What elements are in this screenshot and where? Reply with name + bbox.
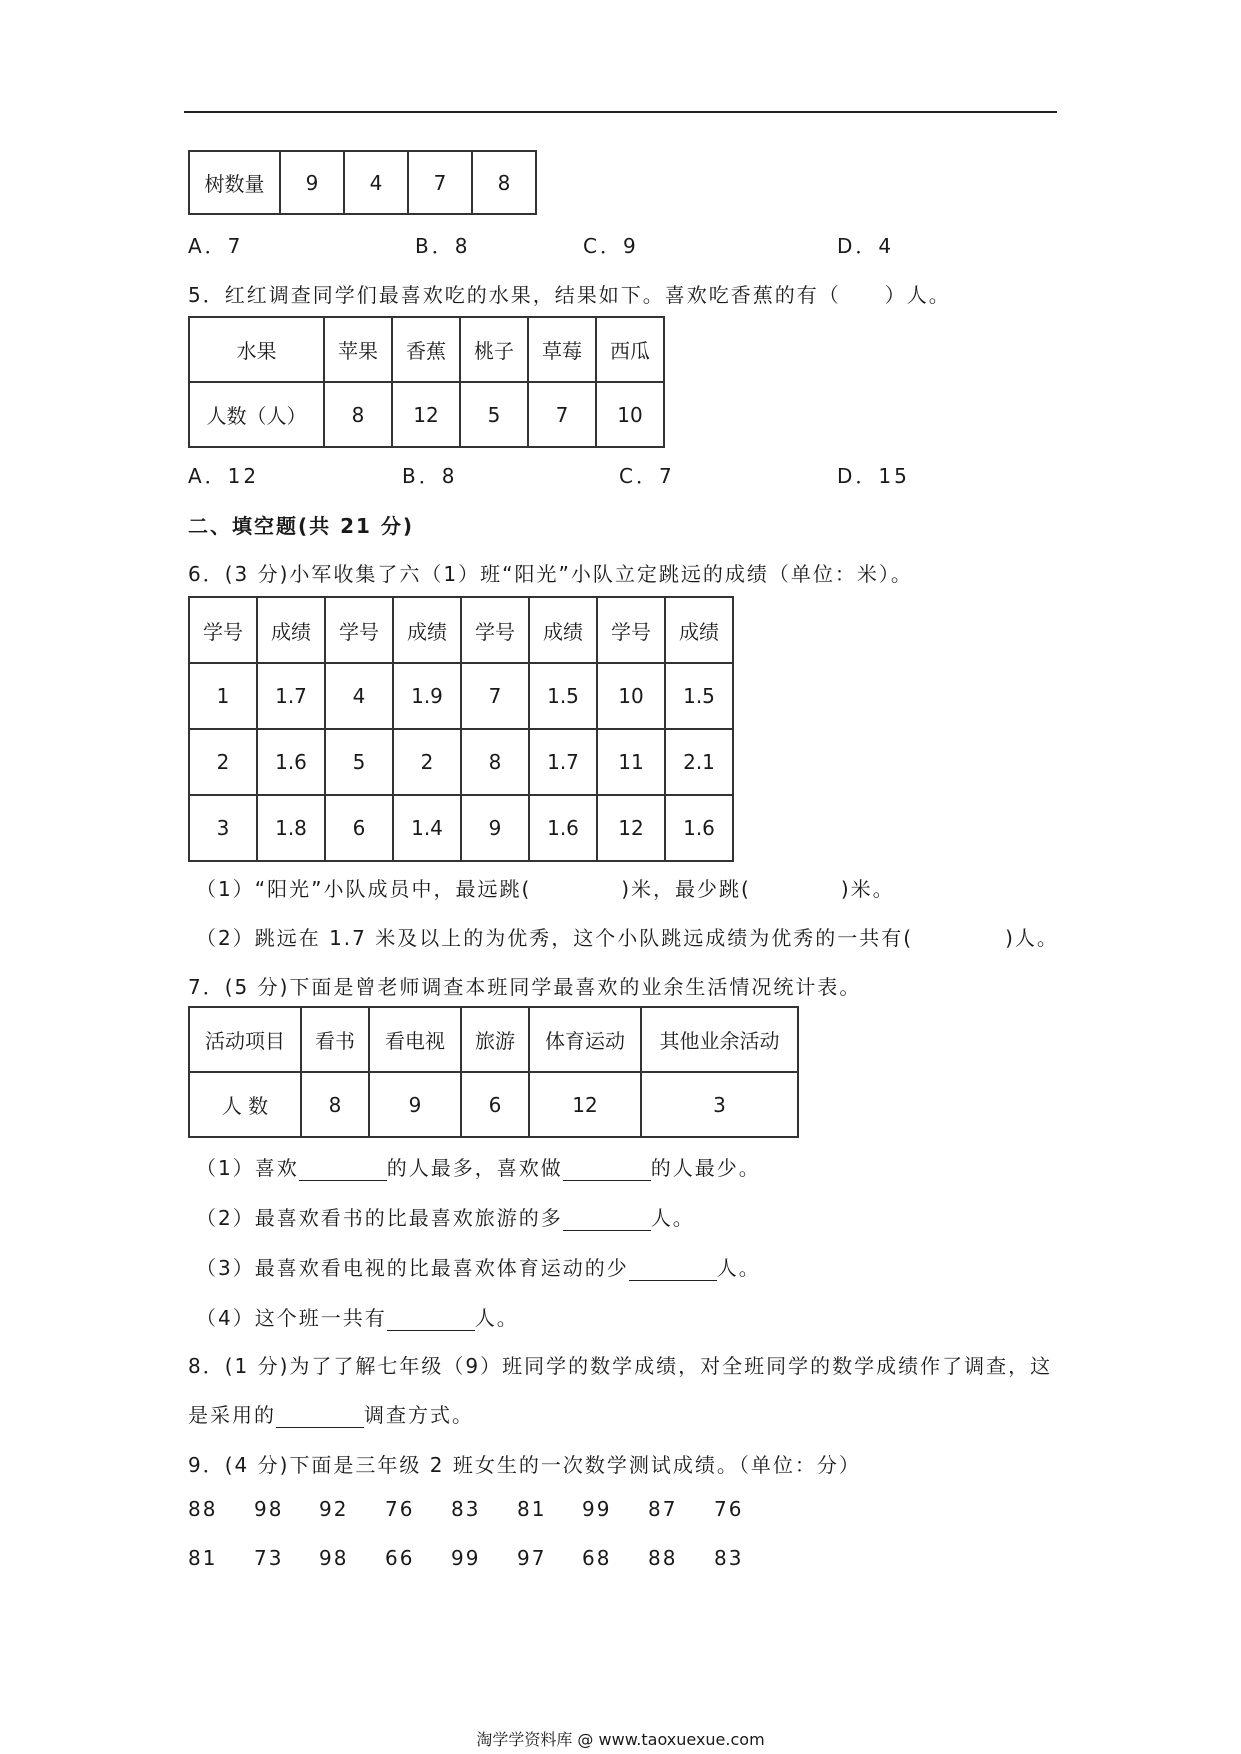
table-cell: 1.7 bbox=[257, 663, 325, 729]
table-cell: 1.7 bbox=[529, 729, 597, 795]
answer-blank[interactable] bbox=[563, 1158, 651, 1181]
option-d[interactable]: D．15 bbox=[837, 464, 910, 488]
header-rule bbox=[184, 111, 1057, 113]
table-cell: 看电视 bbox=[369, 1007, 461, 1072]
table-cell: 9 bbox=[461, 795, 529, 861]
score-value: 83 bbox=[714, 1546, 744, 1570]
q7-sub3-text-a: （3）最喜欢看电视的比最喜欢体育运动的少 bbox=[196, 1256, 629, 1280]
q8-line2-text-b: 调查方式。 bbox=[364, 1403, 474, 1427]
table-cell: 1.5 bbox=[529, 663, 597, 729]
table-cell: 7 bbox=[408, 151, 472, 214]
table-cell: 看书 bbox=[301, 1007, 369, 1072]
q6-sub2-text-b: )人。 bbox=[1005, 926, 1059, 950]
table-cell: 8 bbox=[472, 151, 536, 214]
table-cell: 体育运动 bbox=[529, 1007, 641, 1072]
q7-sub2 bbox=[196, 1202, 695, 1231]
table-cell: 8 bbox=[324, 382, 392, 447]
q6-sub2-text-a: （2）跳远在 1.7 米及以上的为优秀，这个小队跳远成绩为优秀的一共有( bbox=[196, 926, 914, 950]
score-value: 73 bbox=[254, 1546, 284, 1570]
table-cell: 其他业余活动 bbox=[641, 1007, 798, 1072]
table-cell: 人数（人） bbox=[189, 382, 324, 447]
q7-sub4-text-a: （4）这个班一共有 bbox=[196, 1306, 387, 1330]
q7-sub4 bbox=[196, 1302, 519, 1331]
q6-table bbox=[188, 596, 734, 862]
q8-line1: 8．(1 分)为了了解七年级（9）班同学的数学成绩，对全班同学的数学成绩作了调查，这 bbox=[188, 1354, 1053, 1378]
table-cell: 5 bbox=[325, 729, 393, 795]
table-cell: 7 bbox=[461, 663, 529, 729]
answer-blank[interactable] bbox=[276, 1405, 364, 1428]
table-cell: 成绩 bbox=[665, 597, 733, 663]
table-cell: 人 数 bbox=[189, 1072, 301, 1137]
q6-sub1-text-c: )米。 bbox=[840, 877, 895, 901]
answer-blank[interactable] bbox=[299, 1158, 387, 1181]
table-cell: 草莓 bbox=[528, 317, 596, 382]
answer-blank[interactable] bbox=[387, 1308, 475, 1331]
option-a[interactable]: A．7 bbox=[188, 234, 244, 258]
score-value: 99 bbox=[451, 1546, 481, 1570]
q7-sub4-text-b: 人。 bbox=[474, 1306, 519, 1330]
q8-line2 bbox=[188, 1399, 474, 1428]
q6-sub1-text-a: （1）“阳光”小队成员中，最远跳( bbox=[196, 877, 532, 901]
table-cell: 苹果 bbox=[324, 317, 392, 382]
score-value: 88 bbox=[648, 1546, 678, 1570]
option-c[interactable]: C．9 bbox=[583, 234, 639, 258]
option-b[interactable]: B．8 bbox=[402, 464, 458, 488]
option-c[interactable]: C．7 bbox=[619, 464, 675, 488]
score-value: 76 bbox=[385, 1497, 415, 1521]
table-cell: 7 bbox=[528, 382, 596, 447]
table-cell: 水果 bbox=[189, 317, 324, 382]
table-cell: 10 bbox=[597, 663, 665, 729]
table-cell: 3 bbox=[189, 795, 257, 861]
answer-blank[interactable] bbox=[563, 1208, 651, 1231]
score-value: 92 bbox=[319, 1497, 349, 1521]
table-cell: 1.8 bbox=[257, 795, 325, 861]
table-cell: 1.9 bbox=[393, 663, 461, 729]
table-cell: 学号 bbox=[325, 597, 393, 663]
score-value: 66 bbox=[385, 1546, 415, 1570]
q9-text: 9．(4 分)下面是三年级 2 班女生的一次数学测试成绩。（单位：分） bbox=[188, 1453, 861, 1477]
table-cell: 1 bbox=[189, 663, 257, 729]
option-a[interactable]: A．12 bbox=[188, 464, 260, 488]
table-cell: 2 bbox=[393, 729, 461, 795]
q6-sub2 bbox=[196, 922, 1059, 951]
table-cell: 12 bbox=[392, 382, 460, 447]
table-cell: 1.6 bbox=[257, 729, 325, 795]
table-cell: 成绩 bbox=[257, 597, 325, 663]
q7-sub3 bbox=[196, 1252, 761, 1281]
table-cell: 2.1 bbox=[665, 729, 733, 795]
option-d[interactable]: D．4 bbox=[837, 234, 895, 258]
table-cell: 学号 bbox=[189, 597, 257, 663]
table-cell: 2 bbox=[189, 729, 257, 795]
table-cell: 1.6 bbox=[529, 795, 597, 861]
table-cell: 1.6 bbox=[665, 795, 733, 861]
table-cell: 旅游 bbox=[461, 1007, 529, 1072]
table-cell: 9 bbox=[369, 1072, 461, 1137]
score-value: 81 bbox=[188, 1546, 218, 1570]
table-cell: 12 bbox=[597, 795, 665, 861]
table-cell: 4 bbox=[325, 663, 393, 729]
score-value: 76 bbox=[714, 1497, 744, 1521]
score-value: 98 bbox=[254, 1497, 284, 1521]
answer-blank[interactable] bbox=[629, 1258, 717, 1281]
table-cell: 香蕉 bbox=[392, 317, 460, 382]
section-title: 二、填空题(共 21 分) bbox=[188, 514, 415, 538]
q7-sub3-text-b: 人。 bbox=[716, 1256, 761, 1280]
score-value: 68 bbox=[582, 1546, 612, 1570]
q7-sub1-text-c: 的人最少。 bbox=[650, 1156, 761, 1180]
score-value: 83 bbox=[451, 1497, 481, 1521]
q7-sub1-text-a: （1）喜欢 bbox=[196, 1156, 299, 1180]
score-value: 97 bbox=[517, 1546, 547, 1570]
table-cell: 1.5 bbox=[665, 663, 733, 729]
score-value: 87 bbox=[648, 1497, 678, 1521]
q6-sub1 bbox=[196, 873, 895, 902]
footer-watermark: 淘学学资料库 @ www.taoxuexue.com bbox=[476, 1730, 765, 1749]
score-value: 81 bbox=[517, 1497, 547, 1521]
table-cell: 活动项目 bbox=[189, 1007, 301, 1072]
q7-table bbox=[188, 1006, 799, 1138]
table-cell: 5 bbox=[460, 382, 528, 447]
score-value: 88 bbox=[188, 1497, 218, 1521]
table-cell: 成绩 bbox=[393, 597, 461, 663]
table-cell: 11 bbox=[597, 729, 665, 795]
q7-sub2-text-a: （2）最喜欢看书的比最喜欢旅游的多 bbox=[196, 1206, 563, 1230]
table-cell: 10 bbox=[596, 382, 664, 447]
q7-sub2-text-b: 人。 bbox=[650, 1206, 695, 1230]
table-cell: 3 bbox=[641, 1072, 798, 1137]
table-cell: 6 bbox=[461, 1072, 529, 1137]
table-cell: 桃子 bbox=[460, 317, 528, 382]
score-value: 99 bbox=[582, 1497, 612, 1521]
q8-line2-text-a: 是采用的 bbox=[188, 1403, 276, 1427]
table-cell: 12 bbox=[529, 1072, 641, 1137]
q4-table bbox=[188, 150, 537, 215]
table-cell: 4 bbox=[344, 151, 408, 214]
q7-sub1 bbox=[196, 1152, 761, 1181]
table-cell: 学号 bbox=[461, 597, 529, 663]
table-cell: 9 bbox=[280, 151, 344, 214]
table-cell: 树数量 bbox=[189, 151, 280, 214]
option-b[interactable]: B．8 bbox=[415, 234, 471, 258]
q7-sub1-text-b: 的人最多，喜欢做 bbox=[386, 1156, 563, 1180]
score-value: 98 bbox=[319, 1546, 349, 1570]
table-cell: 成绩 bbox=[529, 597, 597, 663]
table-cell: 学号 bbox=[597, 597, 665, 663]
q6-text: 6．(3 分)小军收集了六（1）班“阳光”小队立定跳远的成绩（单位：米）。 bbox=[188, 562, 913, 586]
q5-text: 5．红红调查同学们最喜欢吃的水果，结果如下。喜欢吃香蕉的有（ ）人。 bbox=[188, 283, 951, 307]
table-cell: 6 bbox=[325, 795, 393, 861]
table-cell: 1.4 bbox=[393, 795, 461, 861]
q5-table bbox=[188, 316, 665, 448]
table-cell: 8 bbox=[301, 1072, 369, 1137]
q7-text: 7．(5 分)下面是曾老师调查本班同学最喜欢的业余生活情况统计表。 bbox=[188, 975, 862, 999]
q6-sub1-text-b: )米，最少跳( bbox=[621, 877, 751, 901]
table-cell: 8 bbox=[461, 729, 529, 795]
table-cell: 西瓜 bbox=[596, 317, 664, 382]
